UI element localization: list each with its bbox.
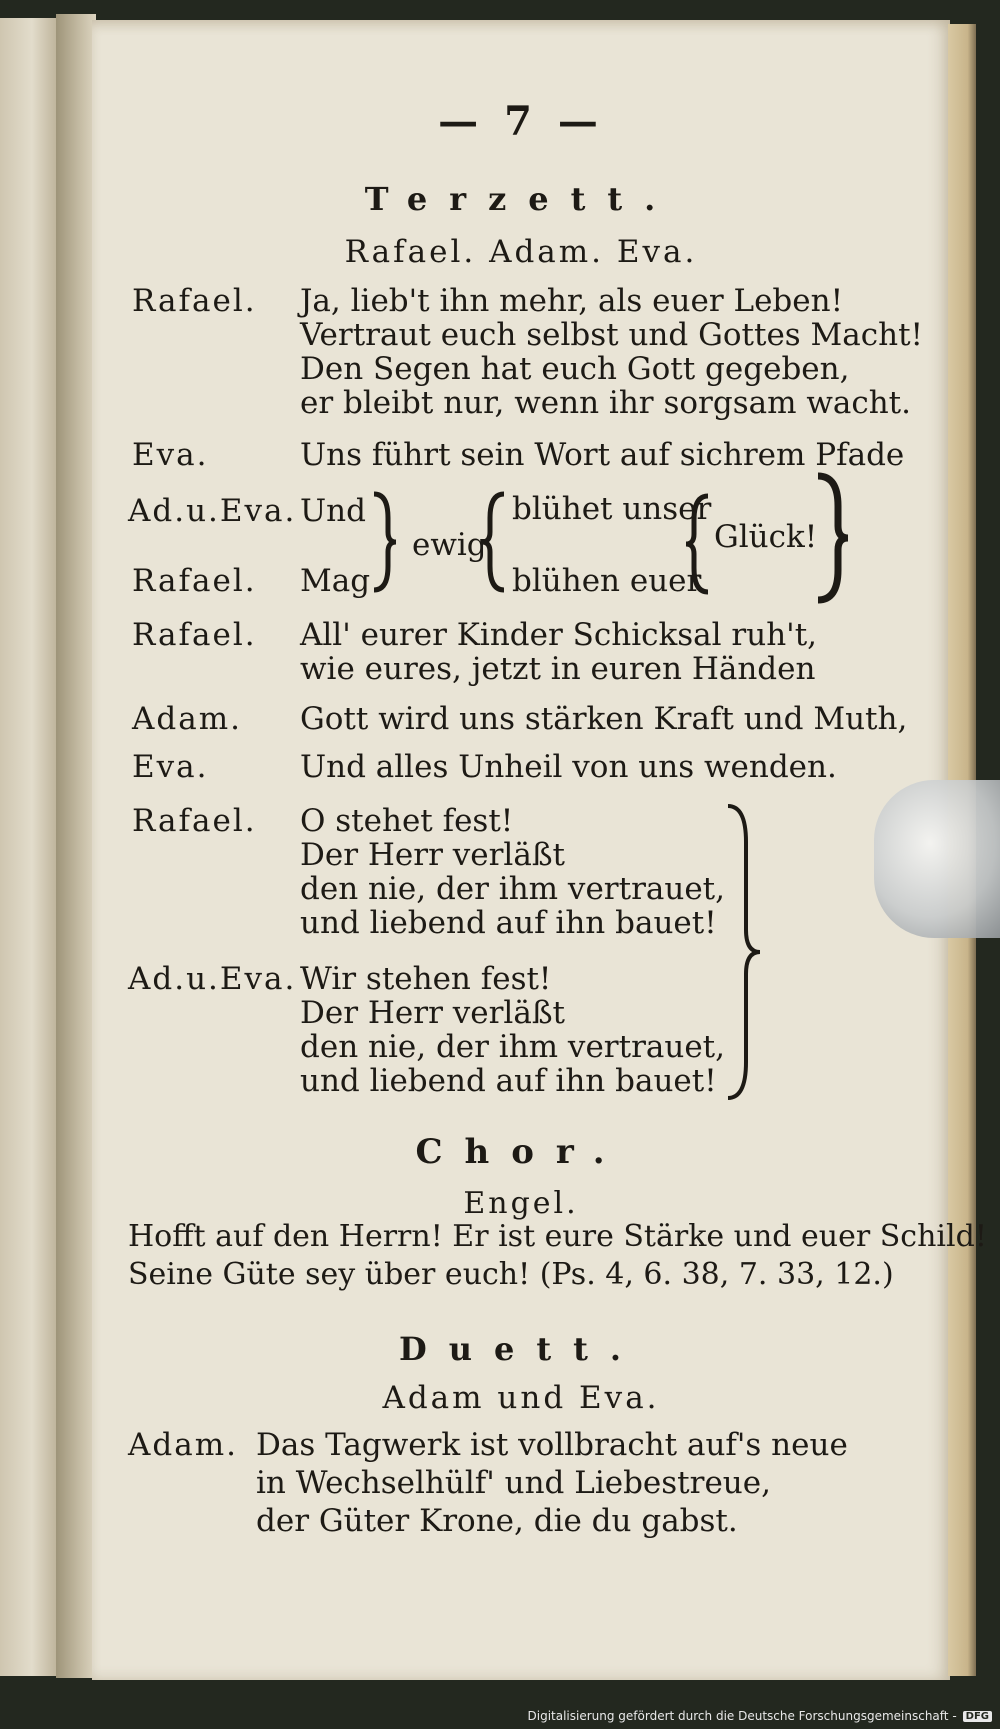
verse-word: Mag bbox=[300, 563, 371, 599]
left-page-edge bbox=[0, 18, 59, 1676]
duett-characters: Adam und Eva. bbox=[382, 1380, 660, 1416]
verse-line: in Wechselhülf' und Liebestreue, bbox=[256, 1465, 771, 1501]
speaker-rafael: Rafael. bbox=[132, 283, 257, 319]
verse-line: Und alles Unheil von uns wenden. bbox=[300, 749, 837, 785]
verse-word-ewig: ewig bbox=[412, 527, 487, 563]
verse-line: Gott wird uns stärken Kraft und Muth, bbox=[300, 701, 908, 737]
speaker-adam: Adam. bbox=[128, 1427, 238, 1463]
speaker-rafael: Rafael. bbox=[132, 563, 257, 599]
page-number: — 7 — bbox=[438, 98, 604, 145]
verse-line: Der Herr verläßt bbox=[300, 995, 565, 1031]
dfg-logo: DFG bbox=[963, 1711, 992, 1722]
speaker-adam: Adam. bbox=[132, 701, 242, 737]
brace-left-2 bbox=[682, 490, 714, 598]
verse-line: Das Tagwerk ist vollbracht auf's neue bbox=[256, 1427, 848, 1463]
speaker-adam-und-eva: Ad.u.Eva. bbox=[128, 493, 297, 529]
chor-line: Hofft auf den Herrn! Er ist eure Stärke und euer Schild! bbox=[128, 1219, 987, 1254]
verse-word: Und bbox=[300, 493, 366, 529]
verse-line: Wir stehen fest! bbox=[300, 961, 552, 997]
footer-text: Digitalisierung gefördert durch die Deutsche Forschungsgemeinschaft - bbox=[527, 1709, 957, 1723]
section-title-chor: Chor. bbox=[415, 1132, 627, 1172]
speaker-eva: Eva. bbox=[132, 749, 209, 785]
verse-line: er bleibt nur, wenn ihr sorgsam wacht. bbox=[300, 385, 911, 421]
verse-word-gluck: Glück! bbox=[714, 519, 818, 555]
brace-right-1 bbox=[368, 488, 400, 596]
verse-line: den nie, der ihm vertrauet, bbox=[300, 871, 725, 907]
section-title-duett: Duett. bbox=[398, 1330, 644, 1368]
verse-line: und liebend auf ihn bauet! bbox=[300, 1063, 717, 1099]
verse-line: All' eurer Kinder Schicksal ruh't, bbox=[300, 617, 818, 653]
digitization-footer bbox=[528, 1707, 993, 1725]
verse-line: der Güter Krone, die du gabst. bbox=[256, 1503, 738, 1539]
brace-right-2 bbox=[812, 470, 852, 606]
brace-left-1 bbox=[478, 488, 510, 596]
verse-line: Den Segen hat euch Gott gegeben, bbox=[300, 351, 850, 387]
chor-line: Seine Güte sey über euch! (Ps. 4, 6. 38, 7. 33, 12.) bbox=[128, 1257, 894, 1292]
speaker-rafael: Rafael. bbox=[132, 803, 257, 839]
verse-line: Ja, lieb't ihn mehr, als euer Leben! bbox=[300, 283, 844, 319]
page-clip bbox=[874, 780, 1000, 938]
speaker-rafael: Rafael. bbox=[132, 617, 257, 653]
brace-right-large bbox=[724, 802, 764, 1102]
verse-line: Uns führt sein Wort auf sichrem Pfade bbox=[300, 437, 905, 473]
verse-line: Der Herr verläßt bbox=[300, 837, 565, 873]
chor-speaker: Engel. bbox=[463, 1186, 579, 1221]
verse-line: O stehet fest! bbox=[300, 803, 514, 839]
verse-line: blühet unser bbox=[512, 491, 712, 527]
verse-line: blühen euer bbox=[512, 563, 702, 599]
verse-line: den nie, der ihm vertrauet, bbox=[300, 1029, 725, 1065]
speaker-adam-und-eva: Ad.u.Eva. bbox=[128, 961, 297, 997]
speaker-eva: Eva. bbox=[132, 437, 209, 473]
terzett-characters: Rafael. Adam. Eva. bbox=[344, 234, 698, 270]
verse-line: Vertraut euch selbst und Gottes Macht! bbox=[300, 317, 924, 353]
verse-line: und liebend auf ihn bauet! bbox=[300, 905, 717, 941]
section-title-terzett: Terzett. bbox=[364, 180, 678, 218]
verse-line: wie eures, jetzt in euren Händen bbox=[300, 651, 816, 687]
book-gutter bbox=[56, 14, 96, 1678]
